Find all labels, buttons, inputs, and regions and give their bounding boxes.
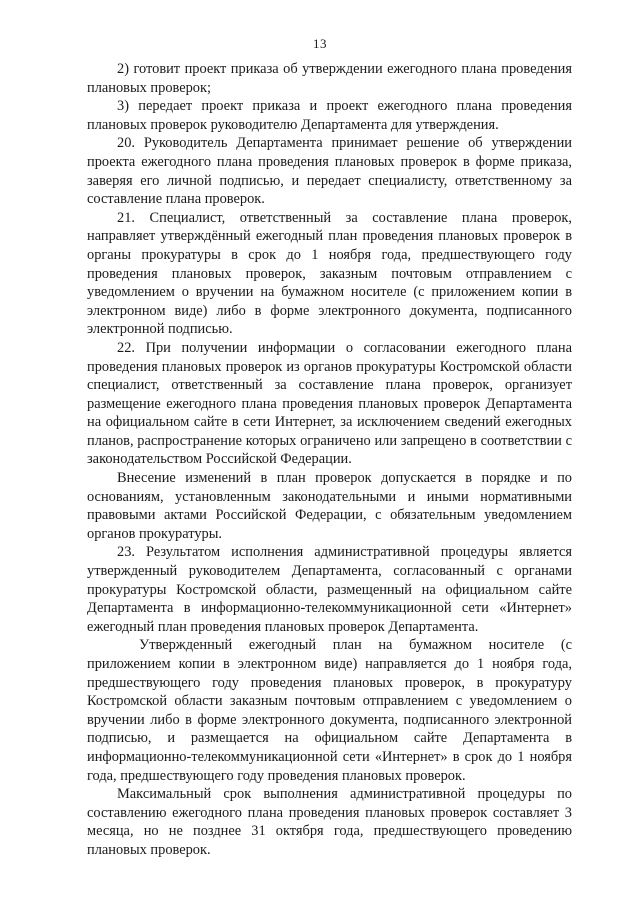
paragraph-max-term: Максимальный срок выполнения административной процедуры по составлению ежегодного плана проведения плановых проверок составляет 3 месяца, но не позднее 31 октября года, предшествующего проведению плановых проверок. <box>87 786 572 858</box>
paragraph-23: 23. Результатом исполнения административной процедуры является утвержденный руководителем Департамента, согласованный с органами прокуратуры Костромской области, размещенный на официальном сайте Департамента в информационно-телекоммуникационной сети «Интернет» ежегодный план проведения плановых проверок Департамента. <box>87 544 572 635</box>
page-number: 13 <box>313 36 327 51</box>
paragraph-item-3: 3) передает проект приказа и проект ежегодного плана проведения плановых проверок руководителю Департамента для утверждения. <box>87 98 572 133</box>
paragraph-21: 21. Специалист, ответственный за составление плана проверок, направляет утверждённый ежегодный план проведения плановых проверок в органы прокуратуры в срок до 1 ноября года, предшествующего году проведения плановых проверок, заказным почтовым отправлением с уведомлением о вручении на бумажном носителе (с приложением копии в электронном виде) либо в форме электронного документа, подписанного электронной подписью. <box>87 209 572 338</box>
paragraph-item-2: 2) готовит проект приказа об утверждении ежегодного плана проведения плановых проверок; <box>87 61 572 96</box>
paragraph-amendments: Внесение изменений в план проверок допускается в порядке и по основаниям, установленным законодательными и иными нормативными правовыми актами Российской Федерации, с обязательным уведомлением органов прокуратуры. <box>87 470 572 542</box>
paragraph-approved-plan: Утвержденный ежегодный план на бумажном носителе (с приложением копии в электронном виде) направляется до 1 ноября года, предшествующего году проведения плановых проверок, в прокуратуру Костромской области заказным почтовым отправлением с уведомлением о вручении либо в форме электронного документа, подписанного электронной подписью, и размещается на официальном сайте Департамента в информационно-телекоммуникационной сети «Интернет» в срок до 1 ноября года, предшествующего году проведения плановых проверок. <box>87 637 572 784</box>
paragraph-22: 22. При получении информации о согласовании ежегодного плана проведения плановых проверок из органов прокуратуры Костромской области специалист, ответственный за составление плана проверок, организует размещение ежегодного плана проведения плановых проверок Департамента на официальном сайте в сети Интернет, за исключением сведений ежегодных планов, распространение которых ограничено или запрещено в соответствии с законодательством Российской Федерации. <box>87 339 572 468</box>
page-body <box>87 60 572 860</box>
paragraph-20: 20. Руководитель Департамента принимает решение об утверждении проекта ежегодного плана проведения плановых проверок в форме приказа, заверяя его личной подписью, и передает специалисту, ответственному за составление плана проверок. <box>87 135 572 208</box>
